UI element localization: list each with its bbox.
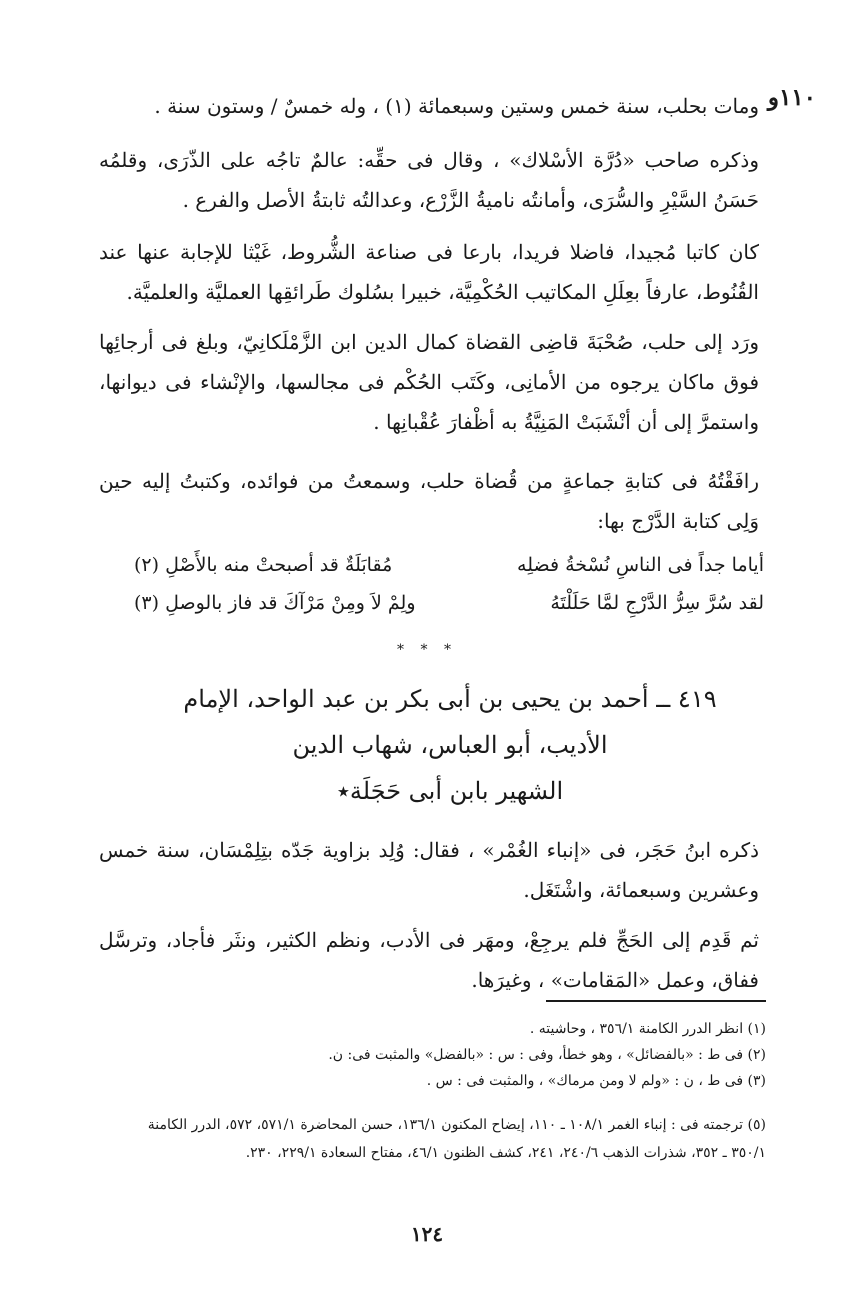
verse-1-second-hemistich: مُقابَلَةٌ قد أصبحتْ منه بالأَصْلِ (٢) xyxy=(134,554,393,576)
footnote-5-line-1: (٥) ترجمته فى : إنباء الغمر ١٠٨/١ ـ ١١٠، إيضاح المكنون ١٣٦/١، حسن المحاضرة ٥٧١/١، ٥٧٢، الدرر الكامنة xyxy=(147,1117,766,1133)
entry-heading-line-3: الشهير بابن أبى حَجَلَة٭ xyxy=(336,777,564,805)
paragraph-scribe-praise: كان كاتبا مُجيدا، فاضلا فريدا، بارعا فى صناعة الشُّروط، غَيْثا للإجابة عنها عند القُنُوط، عارفاً بعِلَلِ المكاتيب الحُكْمِيَّة، خبيرا بسُلوك طَرائقِها العمليَّة والعلميَّة. xyxy=(99,240,759,304)
paragraph-ibn-hajar: ذكره ابنُ حَجَر، فى «إنباء الغُمْر» ، فقال: وُلِد بزاوية جَدّه بتِلِمْسَان، سنة خمس وعشرين وسبعمائة، واشْتَغَل. xyxy=(99,838,759,902)
manuscript-folio-marker: ١١٠و xyxy=(767,84,816,111)
page-number: ١٢٤ xyxy=(410,1222,444,1246)
entry-heading-line-1: ٤١٩ ــ أحمد بن يحيى بن أبى بكر بن عبد الواحد، الإمام xyxy=(183,685,717,713)
section-separator: * * * xyxy=(397,642,457,658)
paragraph-hajj: ثم قَدِم إلى الحَجِّ فلم يرجِعْ، ومهَر فى الأدب، ونظم الكثير، ونثَر فأجاد، وترسَّل ففاق، وعمل «المَقامات» ، وغيرَها. xyxy=(99,928,759,992)
paragraph-accompanied: رافَقْتُهُ فى كتابةِ جماعةٍ من قُضاة حلب، وسمعتُ من فوائده، وكتبتُ إليه حين وَلِى كتابة الدَّرْج بها: xyxy=(99,469,759,533)
poem-verse-2 xyxy=(134,584,764,622)
verse-1-first-hemistich: أياما جداً فى الناسِ نُسْخةُ فضلِه xyxy=(517,554,764,576)
paragraph-arrival-aleppo: ورَد إلى حلب، صُحْبَةَ قاضِى القضاة كمال الدين ابن الزَّمْلَكانِيّ، وبلغ فى أرجائِها فوق ماكان يرجوه من الأمانِى، وكَتَب الحُكْم فى مجالسها، والإنْشاء فى ديوانها، واستمرَّ إلى أن أنْشَبَتْ المَنِيَّةُ به أظْفارَ عُقْبانِها . xyxy=(99,330,759,434)
footnote-1: (١) انظر الدرر الكامنة ٣٥٦/١ ، وحاشيته . xyxy=(529,1021,766,1037)
footnote-rule xyxy=(546,1000,766,1002)
footnote-5-line-2: ٣٥٠/١ ـ ٣٥٢، شذرات الذهب ٢٤٠/٦، ٢٤١، كشف الظنون ٤٦/١، مفتاح السعادة ٢٢٩/١، ٢٣٠. xyxy=(245,1145,766,1161)
footnote-3: (٣) فى ط ، ن : «ولم لا ومن مرماك» ، والمثبت فى : س . xyxy=(426,1073,766,1089)
paragraph-durrat-al-aslak: وذكره صاحب «دُرَّة الأسْلاك» ، وقال فى حقِّه: عالمٌ تاجُه على الذّرَى، وقلمُه حَسَنُ السَّيْرِ والسُّرَى، وأمانتُه ناميةُ الزَّرْع، وعدالتُه ثابتةُ الأصل والفرع . xyxy=(99,148,759,212)
footnote-2: (٢) فى ط : «بالفضائل» ، وهو خطأ، وفى : س : «بالفضل» والمثبت فى: ن. xyxy=(328,1047,766,1063)
verse-2-second-hemistich: ولِمْ لاَ ومِنْ مَرْآكَ قد فاز بالوصلِ (٣) xyxy=(134,592,416,614)
entry-heading-line-2: الأديب، أبو العباس، شهاب الدين xyxy=(292,731,608,759)
verse-2-first-hemistich: لقد سُرَّ سِرُّ الدَّرْجِ لمَّا حَلَلْتَهُ xyxy=(550,592,764,614)
poem-verse-1 xyxy=(134,546,764,584)
paragraph-death-note: ومات بحلب، سنة خمس وستين وسبعمائة (١) ، وله خمسٌ / وستون سنة . xyxy=(154,94,759,118)
